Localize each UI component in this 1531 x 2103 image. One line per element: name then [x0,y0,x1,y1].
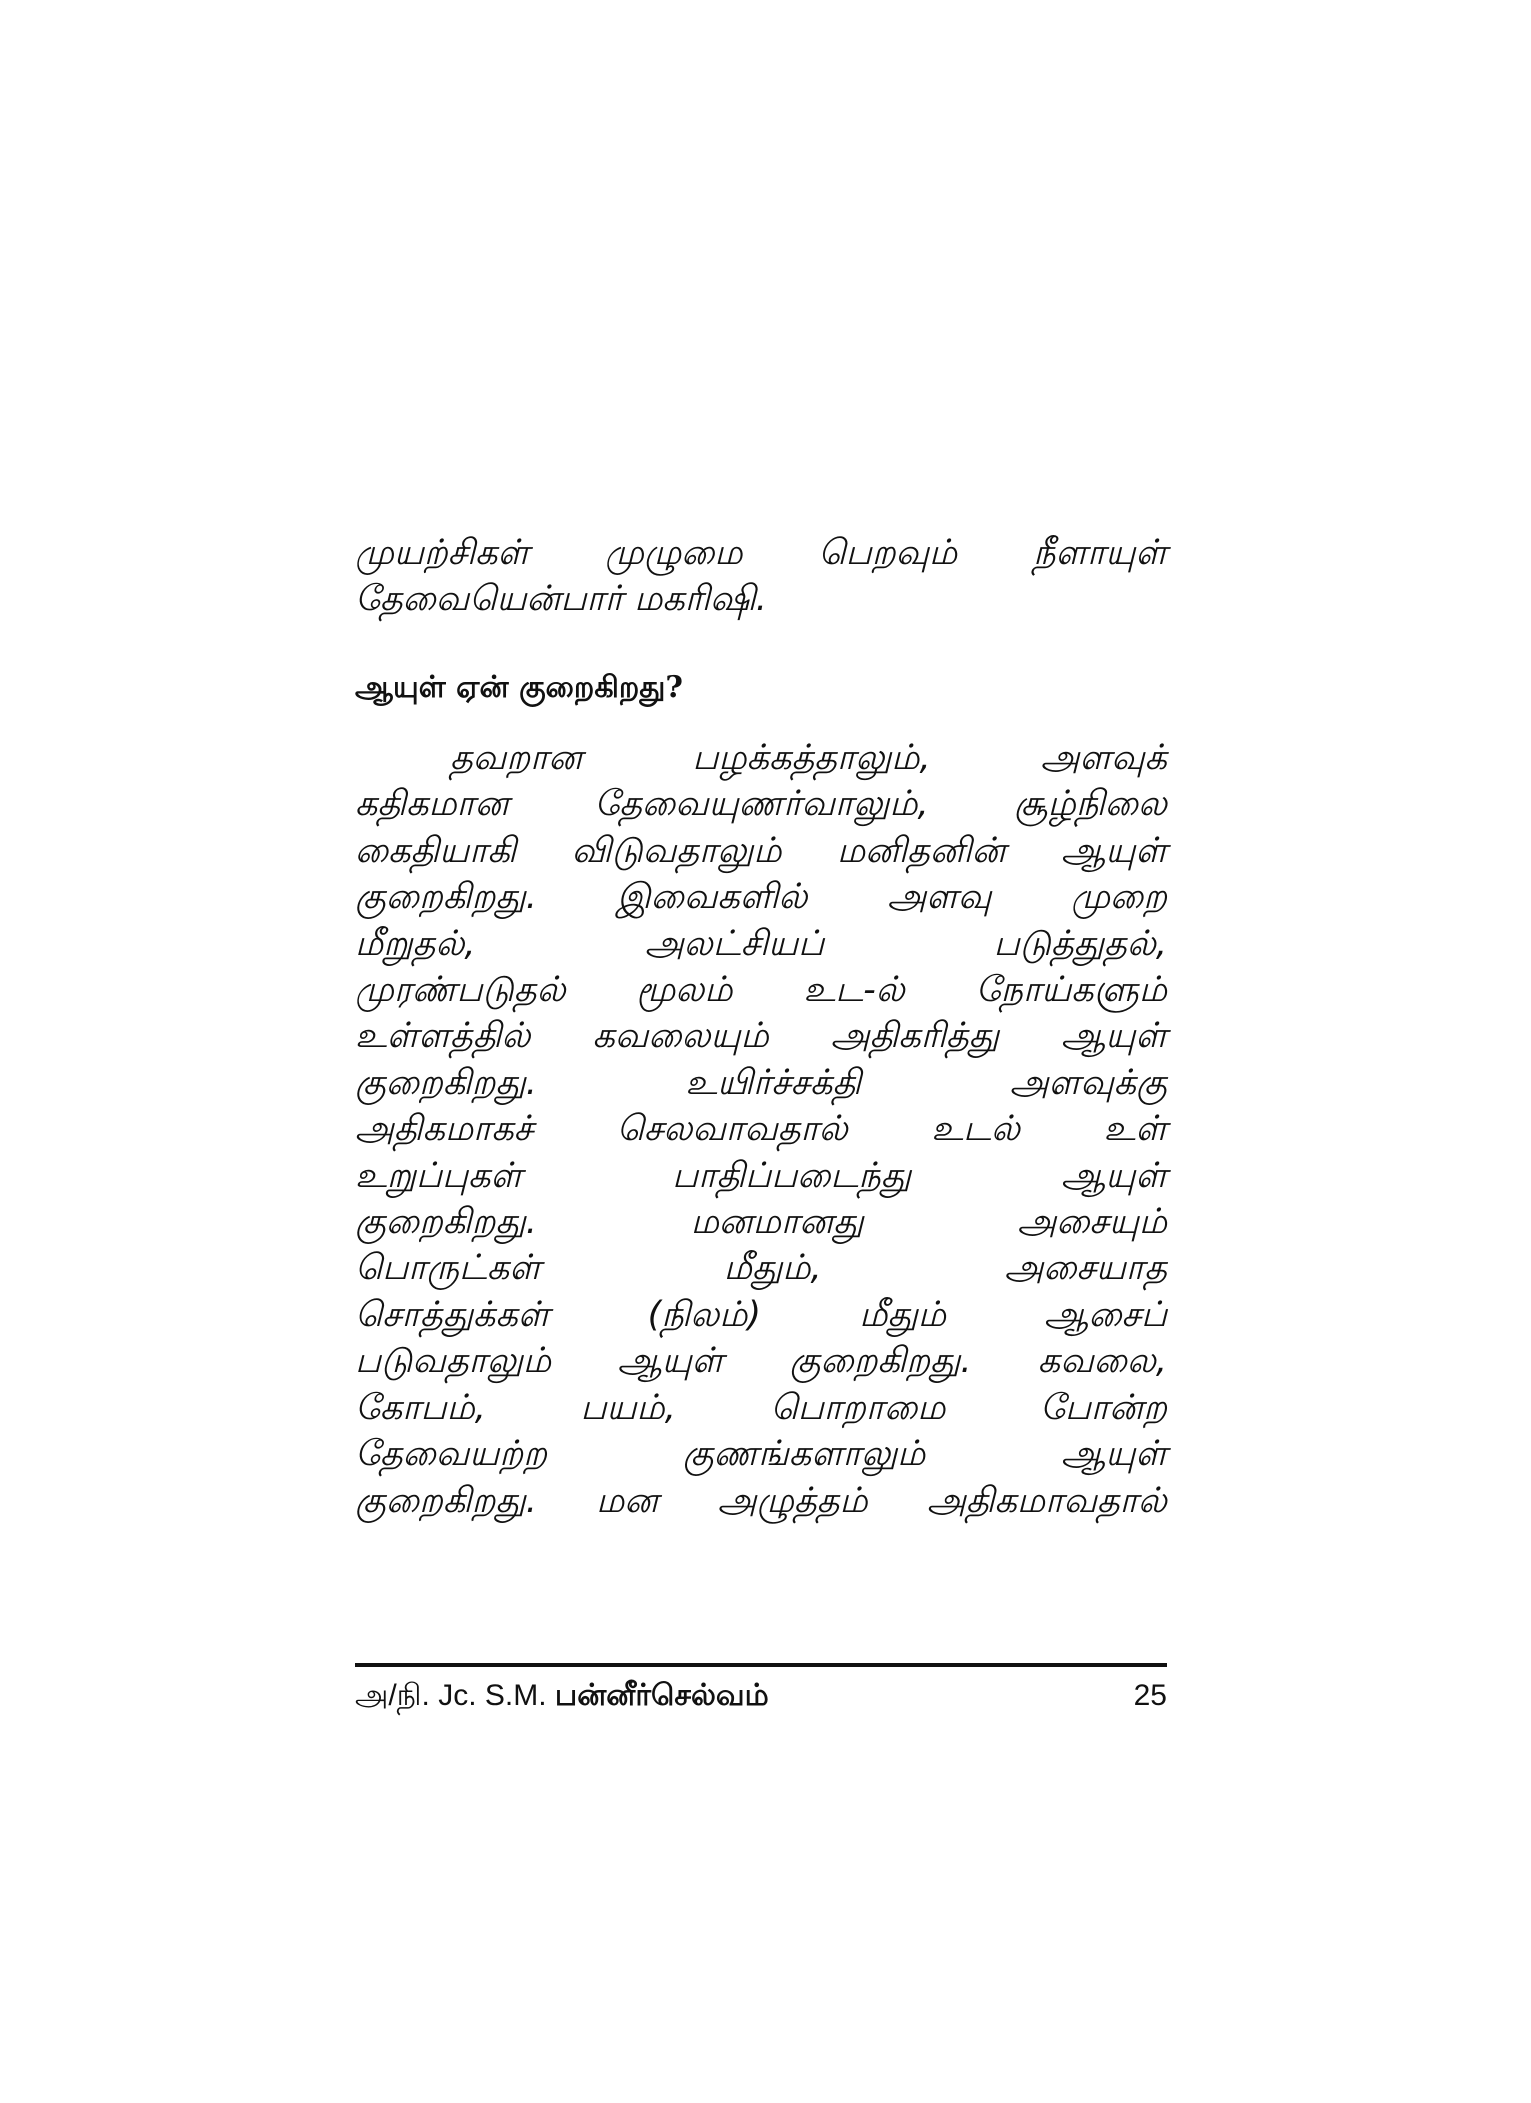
body-line: மீறுதல், அலட்சியப் படுத்துதல், [355,923,1167,964]
page-footer [355,1676,1167,1716]
body-line: குறைகிறது. இவைகளில் அளவு முறை [355,877,1167,918]
body-line: முரண்படுதல் மூலம் உட-ல் நோய்களும் [355,970,1167,1011]
body-line: கைதியாகி விடுவதாலும் மனிதனின் ஆயுள் [355,830,1167,871]
section-heading: ஆயுள் ஏன் குறைகிறது? [355,670,683,705]
body-line: உறுப்புகள் பாதிப்படைந்து ஆயுள் [355,1155,1167,1196]
body-line: தவறான பழக்கத்தாலும், அளவுக் [450,738,1167,778]
author-prefix: அ/நி. Jc. S.M. [355,1679,547,1712]
body-line: பொருட்கள் மீதும், அசையாத [355,1248,1167,1289]
body-line: கோபம், பயம், பொறாமை போன்ற [355,1387,1167,1428]
body-line: உள்ளத்தில் கவலையும் அதிகரித்து ஆயுள் [355,1016,1167,1057]
footer-divider [355,1663,1167,1667]
body-line: அதிகமாகச் செலவாவதால் உடல் உள் [355,1109,1167,1150]
footer-author [355,1676,769,1716]
author-name: பன்னீர்செல்வம் [554,1679,769,1712]
body-line: படுவதாலும் ஆயுள் குறைகிறது. கவலை, [355,1341,1167,1382]
body-line: குறைகிறது. உயிர்ச்சக்தி அளவுக்கு [355,1062,1167,1103]
intro-line: முயற்சிகள் முழுமை பெறவும் நீளாயுள் [355,533,1167,573]
body-line: குறைகிறது. மனமானது அசையும் [355,1202,1167,1243]
intro-line: தேவையென்பார் மகரிஷி. [355,579,767,619]
body-line: தேவையற்ற குணங்களாலும் ஆயுள் [355,1434,1167,1475]
body-line: கதிகமான தேவையுணர்வாலும், சூழ்நிலை [355,784,1167,825]
page-number: 25 [1133,1679,1167,1712]
intro-paragraph [355,530,1167,622]
body-line: சொத்துக்கள் (நிலம்) மீதும் ஆசைப் [355,1294,1167,1335]
body-paragraph [355,735,1167,1524]
body-line: குறைகிறது. மன அழுத்தம் அதிகமாவதால் [355,1480,1167,1521]
